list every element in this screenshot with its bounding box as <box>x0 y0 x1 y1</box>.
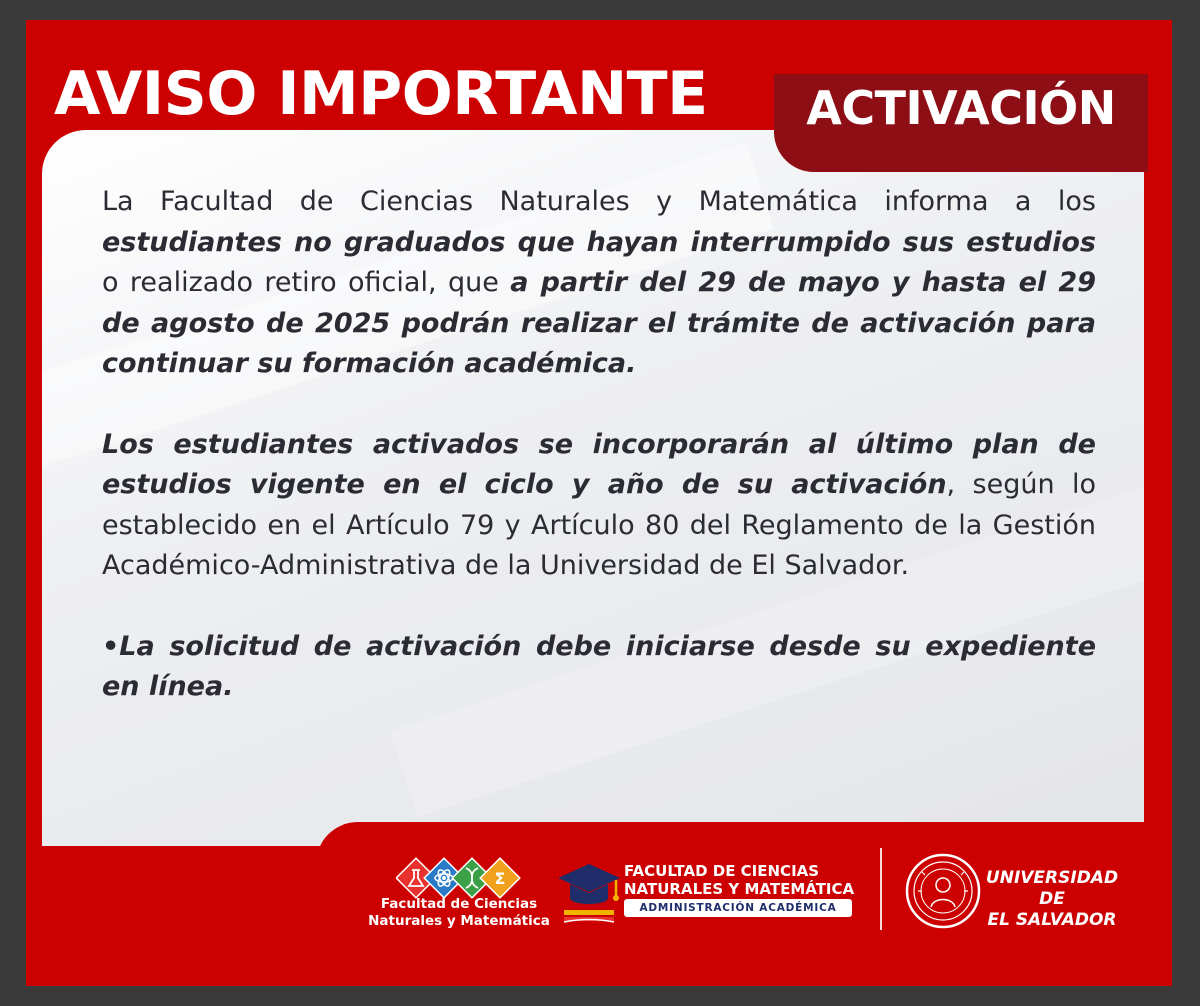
activation-tag: ACTIVACIÓN <box>806 81 1116 135</box>
faculty-logo-caption <box>342 896 576 930</box>
paragraph-plan <box>102 425 1096 587</box>
bullet-text: La solicitud de activación debe iniciarse desde su expediente en línea. <box>102 630 1096 702</box>
faculty-logo-line-2: Naturales y Matemática <box>368 913 550 929</box>
university-name-line-2: EL SALVADOR <box>987 910 1117 930</box>
paragraph-info-text-1: La Facultad de Ciencias Naturales y Matemática informa a los <box>102 186 1096 217</box>
page-title: AVISO IMPORTANTE <box>54 59 708 129</box>
faculty-name-line-1: FACULTAD DE CIENCIAS <box>624 862 820 880</box>
graduation-cap-icon <box>556 858 622 930</box>
frame-content <box>26 20 1172 986</box>
bullet-dot: • <box>102 630 120 662</box>
university-name <box>978 868 1126 931</box>
academic-administration-label: ADMINISTRACIÓN ACADÉMICA <box>624 899 852 917</box>
paragraph-info <box>102 182 1096 385</box>
university-seal-icon <box>904 852 982 930</box>
sigma-symbol: Σ <box>494 869 506 888</box>
paragraph-info-emphasis-1: estudiantes no graduados que hayan interrumpido sus estudios <box>102 226 1096 258</box>
paragraph-info-emphasis-2: a partir del 29 de mayo y hasta el 29 de agosto de 2025 podrán realizar el trámite de activación para continuar su formación académica. <box>102 267 1096 379</box>
bullet-item <box>102 627 1096 708</box>
faculty-name-line-2: NATURALES Y MATEMÁTICA <box>624 880 855 898</box>
sigma-icon <box>480 858 520 898</box>
footer-divider <box>880 848 882 930</box>
paragraph-plan-emphasis: Los estudiantes activados se incorporarán al último plan de estudios vigente en el ciclo y año de su activación <box>102 428 1096 500</box>
paragraph-plan-text: , según lo establecido en el Artículo 79 y Artículo 80 del Reglamento de la Gestión Académico-Administrativa de la Universidad de El Salvador. <box>102 469 1096 581</box>
university-name-line-1: UNIVERSIDAD DE <box>985 868 1119 909</box>
notice-body <box>102 182 1096 708</box>
paragraph-info-text-2: o realizado retiro oficial, que <box>102 267 511 298</box>
faculty-logo-line-1: Facultad de Ciencias <box>380 896 538 912</box>
